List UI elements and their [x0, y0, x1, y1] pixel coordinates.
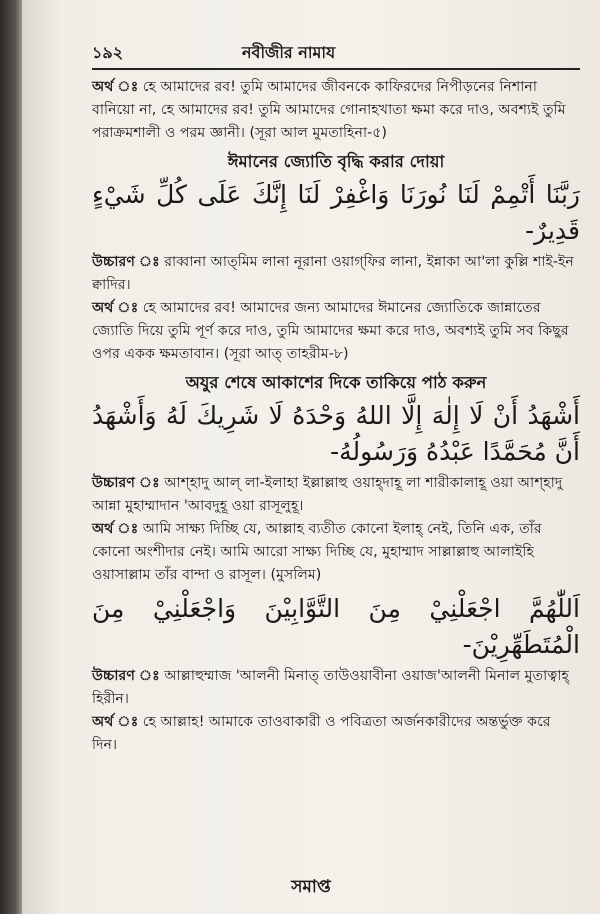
arabic-verse: اَللّٰهُمَّ اجْعَلْنِيْ مِنَ التَّوَّابِيْنَ وَاجْعَلْنِيْ مِنَ الْمُتَطَهِّرِيْنَ-: [92, 594, 580, 659]
intro-meaning: [92, 76, 580, 145]
section-faith-light: [92, 149, 580, 366]
arabic-verse: أَشْهَدُ أَنْ لَا إِلٰهَ إِلَّا اللهُ وَحْدَهُ لَا شَرِيكَ لَهُ وَأَشْهَدُ أَنَّ مُحَمَّدًا عَبْدُهُ وَرَسُولُهُ-: [92, 401, 580, 466]
meaning-text: হে আমাদের রব! আমাদের জন্য আমাদের ঈমানের জ্যোতিকে জান্নাতের জ্যোতি দিয়ে তুমি পূর্ণ করে দাও, তুমি আমাদের ক্ষমা করে দাও, অবশ্যই তুমি সব কিছুর ওপর একক ক্ষমতাবান। (সূরা আত্ তাহরীম-৮): [92, 300, 569, 362]
meaning-label: অর্থ ঃ: [92, 714, 139, 730]
meaning-text: আমি সাক্ষ্য দিচ্ছি যে, আল্লাহ ব্যতীত কোনো ইলাহ্ নেই, তিনি এক, তাঁর কোনো অংশীদার নেই। আমি আরো সাক্ষ্য দিচ্ছি যে, মুহাম্মাদ সাল্লাল্লাহু আলাইহি ওয়াসাল্লাম তাঁর বান্দা ও রাসূল। (মুসলিম): [92, 521, 542, 583]
pronunciation-text: আল্লাহুম্মাজ 'আলনী মিনাত্ তাউওয়াবীনা ওয়াজ'আলনী মিনাল মুতাত্বাহ্ হিরীন।: [92, 668, 569, 707]
meaning-label: অর্থ ঃ: [92, 521, 139, 537]
arabic-verse: رَبَّنَا أَتْمِمْ لَنَا نُورَنَا وَاغْفِرْ لَنَا إِنَّكَ عَلَى كُلِّ شَيْءٍ قَدِيرٌ-: [92, 180, 580, 245]
meaning-label: অর্থ ঃ: [92, 300, 139, 316]
page-header: [92, 40, 580, 70]
book-spine-edge: [0, 0, 22, 914]
section-repentance-dua: [92, 591, 580, 757]
meaning: [92, 297, 580, 366]
pronunciation: [92, 472, 580, 518]
meaning-label: অর্থ ঃ: [92, 79, 139, 95]
pronunciation: [92, 251, 580, 297]
meaning: [92, 518, 580, 587]
meaning: [92, 711, 580, 757]
pronunciation-text: রাব্বানা আত্‌মিম লানা নূরানা ওয়াগ্‌ফির লানা, ইন্নাকা আ'লা কুল্লি শাই-ইন ক্বাদির।: [92, 254, 574, 293]
section-heading: অযুর শেষে আকাশের দিকে তাকিয়ে পাঠ করুন: [185, 373, 487, 392]
meaning-text: হে আল্লাহ! আমাকে তাওবাকারী ও পবিত্রতা অর্জনকারীদের অন্তর্ভুক্ত করে দিন।: [92, 714, 551, 753]
pronunciation-label: উচ্চারণ ঃ: [92, 254, 160, 270]
pronunciation: [92, 665, 580, 711]
section-heading: ঈমানের জ্যোতি বৃদ্ধি করার দোয়া: [227, 152, 445, 171]
running-title: নবীজীর নামায: [242, 43, 336, 62]
book-page: [22, 0, 600, 914]
meaning-text: হে আমাদের রব! তুমি আমাদের জীবনকে কাফিরদের নিপীড়নের নিশানা বানিয়ো না, হে আমাদের রব! তুমি আমাদের গোনাহখাতা ক্ষমা করে দাও, অবশ্যই তুমি পরাক্রমশালী ও পরম জ্ঞানী। (সূরা আল মুমতাহিনা-৫): [92, 79, 566, 141]
section-after-ablution: [92, 370, 580, 587]
pronunciation-label: উচ্চারণ ঃ: [92, 668, 160, 684]
end-mark: সমাপ্ত: [291, 877, 331, 897]
pronunciation-label: উচ্চারণ ঃ: [92, 475, 160, 491]
pronunciation-text: আশ্‌হাদু আল্ লা-ইলাহা ইল্লাল্লাহু ওয়াহ্‌দাহূ লা শারীকালাহূ ওয়া আশ্‌হাদু আন্না মুহাম্মাদান 'আবদুহূ ওয়া রাসূলুহূ।: [92, 475, 563, 514]
page-number: ১৯২: [92, 43, 124, 62]
